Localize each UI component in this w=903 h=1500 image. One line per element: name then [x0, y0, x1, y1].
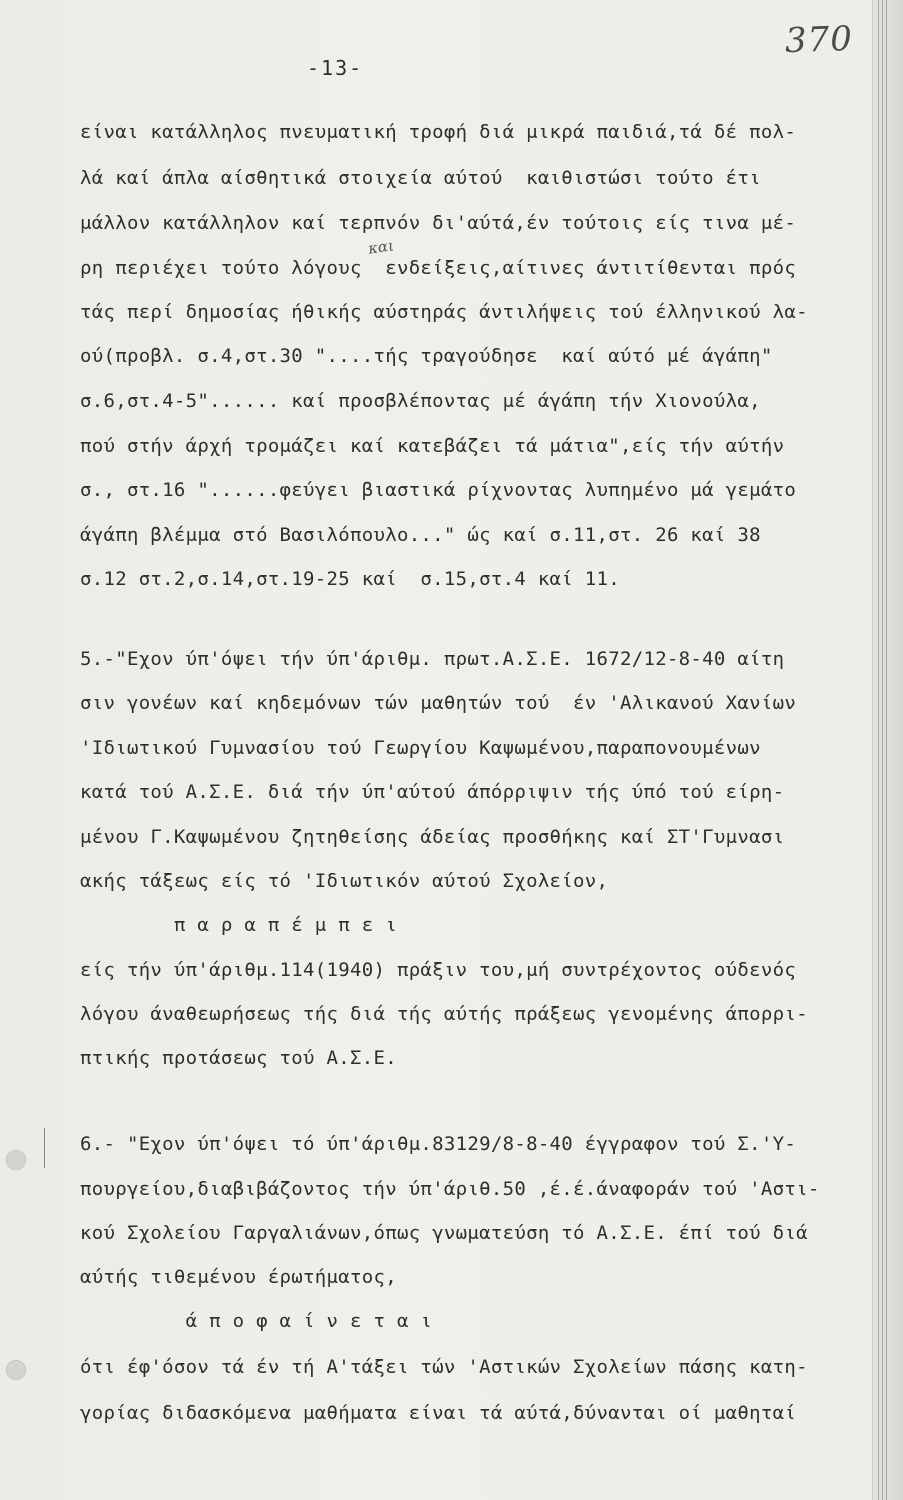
text-line: ότι έφ'όσον τά έν τή Α'τάξει τών 'Αστικών Σχολείων πάσης κατη-	[80, 1356, 808, 1378]
text-line: σιν γονέων καί κηδεμόνων τών μαθητών τού έν 'Αλικανού Χανίων	[80, 692, 797, 714]
text-line: πτικής προτάσεως τού Α.Σ.Ε.	[80, 1047, 397, 1069]
text-line: αύτής τιθεμένου έρωτήματος,	[80, 1266, 397, 1288]
handwritten-annotation: και	[366, 236, 395, 258]
text-line: π α ρ α π έ μ π ε ι	[80, 914, 397, 936]
text-line: πού στήν άρχή τρομάζει καί κατεβάζει τά μάτια",είς τήν αύτήν	[80, 435, 785, 457]
punch-hole	[6, 1150, 26, 1170]
text-line: κατά τού Α.Σ.Ε. διά τήν ύπ'αύτού άπόρριψιν τής ύπό τού είρη-	[80, 781, 785, 803]
text-line: είς τήν ύπ'άριθμ.114(1940) πράξιν του,μή συντρέχοντος ούδενός	[80, 959, 797, 981]
text-line: 5.-"Εχον ύπ'όψει τήν ύπ'άριθμ. πρωτ.Α.Σ.Ε. 1672/12-8-40 αίτη	[80, 648, 785, 670]
binding-edge	[872, 0, 903, 1500]
text-line: λά καί άπλα αίσθητικά στοιχεία αύτού καιθιστώσι τούτο έτι	[80, 167, 761, 189]
text-line: γορίας διδασκόμενα μαθήματα είναι τά αύτά,δύνανται οί μαθηταί	[80, 1402, 797, 1424]
text-line: ρη περιέχει τούτο λόγους ενδείξεις,αίτινες άντιτίθενται πρός	[80, 257, 797, 279]
text-line: μάλλον κατάλληλον καί τερπνόν δι'αύτά,έν τούτοις είς τινα μέ-	[80, 212, 797, 234]
text-line: λόγου άναθεωρήσεως τής διά τής αύτής πράξεως γενομένης άπορρι-	[80, 1003, 808, 1025]
text-line: ακής τάξεως είς τό 'Ιδιωτικόν αύτού Σχολείον,	[80, 870, 609, 892]
text-line: είναι κατάλληλος πνευματική τροφή διά μικρά παιδιά,τά δέ πολ-	[80, 121, 797, 143]
margin-bracket	[44, 1128, 51, 1168]
text-line: τάς περί δημοσίας ήθικής αύστηράς άντιλήψεις τού έλληνικού λα-	[80, 301, 808, 323]
text-line: πουργείου,διαβιβάζοντος τήν ύπ'άριθ.50 ,έ.έ.άναφοράν τού 'Αστι-	[80, 1178, 820, 1200]
archive-number: 370	[784, 18, 854, 62]
text-line: 6.- "Εχον ύπ'όψει τό ύπ'άριθμ.83129/8-8-40 έγγραφον τού Σ.'Υ-	[80, 1133, 797, 1155]
bleed-through	[380, 78, 721, 96]
text-line: σ.12 στ.2,σ.14,στ.19-25 καί σ.15,στ.4 καί 11.	[80, 568, 620, 590]
text-line: σ., στ.16 "......φεύγει βιαστικά ρίχνοντας λυπημένο μά γεμάτο	[80, 479, 797, 501]
punch-hole	[6, 1360, 26, 1380]
text-line: 'Ιδιωτικού Γυμνασίου τού Γεωργίου Καψωμένου,παραπονουμένων	[80, 737, 761, 759]
text-line: ού(προβλ. σ.4,στ.30 "....τής τραγούδησε καί αύτό μέ άγάπη"	[80, 345, 773, 367]
page-number: -13-	[307, 56, 364, 80]
text-line: μένου Γ.Καψωμένου ζητηθείσης άδείας προσθήκης καί ΣΤ'Γυμνασι	[80, 826, 785, 848]
text-line: ά π ο φ α ί ν ε τ α ι	[80, 1310, 433, 1332]
text-line: σ.6,στ.4-5"...... καί προσβλέποντας μέ άγάπη τήν Χιονούλα,	[80, 390, 761, 412]
text-line: άγάπη βλέμμα στό Βασιλόπουλο..." ώς καί σ.11,στ. 26 καί 38	[80, 524, 761, 546]
text-line: κού Σχολείου Γαργαλιάνων,όπως γνωματεύση τό Α.Σ.Ε. έπί τού διά	[80, 1222, 808, 1244]
